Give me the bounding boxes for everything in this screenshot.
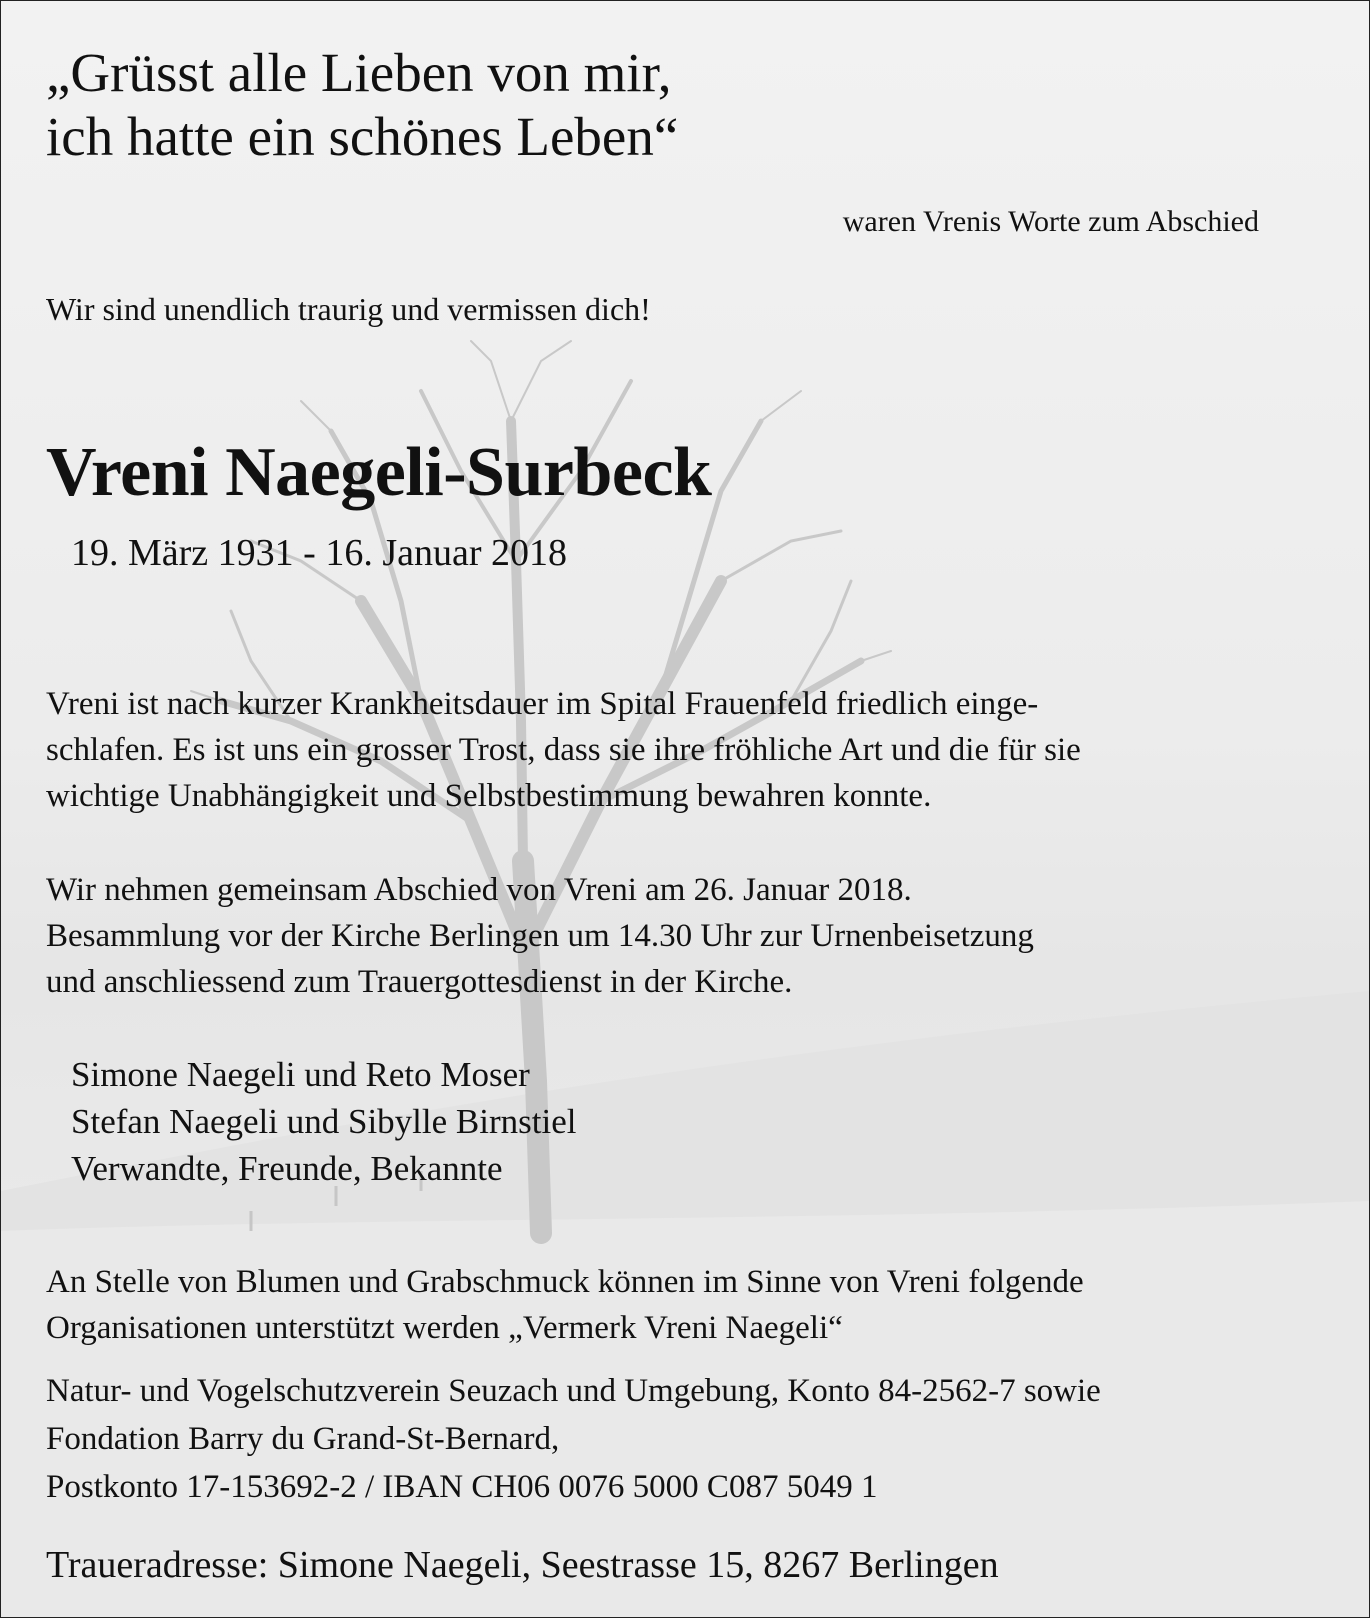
mourners-list — [71, 1051, 576, 1192]
service-paragraph — [46, 867, 1034, 1005]
quote-line-1: „Grüsst alle Lieben von mir, — [46, 42, 672, 103]
paragraph-line: Organisationen unterstützt werden „Vermerk Vreni Naegeli“ — [46, 1310, 843, 1346]
paragraph-line: Vreni ist nach kurzer Krankheitsdauer im Spital Frauenfeld friedlich einge- — [46, 686, 1039, 722]
mourning-line: Wir sind unendlich traurig und vermissen dich! — [46, 291, 651, 327]
mourner-entry: Simone Naegeli und Reto Moser — [71, 1055, 530, 1094]
donation-accounts — [46, 1367, 1101, 1511]
paragraph-line: Fondation Barry du Grand-St-Bernard, — [46, 1421, 560, 1457]
deceased-name: Vreni Naegeli-Surbeck — [46, 434, 712, 511]
donation-paragraph — [46, 1259, 1084, 1351]
paragraph-line: An Stelle von Blumen und Grabschmuck können im Sinne von Vreni folgende — [46, 1264, 1084, 1300]
mourning-address: Traueradresse: Simone Naegeli, Seestrasse 15, 8267 Berlingen — [46, 1544, 999, 1586]
life-dates: 19. März 1931 - 16. Januar 2018 — [71, 532, 568, 574]
quote-line-2: ich hatte ein schönes Leben“ — [46, 106, 679, 167]
mourner-entry: Stefan Naegeli und Sibylle Birnstiel — [71, 1102, 577, 1141]
paragraph-line: Besammlung vor der Kirche Berlingen um 14.30 Uhr zur Urnenbeisetzung — [46, 918, 1034, 954]
paragraph-line: Natur- und Vogelschutzverein Seuzach und Umgebung, Konto 84-2562-7 sowie — [46, 1373, 1101, 1409]
paragraph-line: und anschliessend zum Trauergottesdienst in der Kirche. — [46, 964, 793, 1000]
quote-attribution: waren Vrenis Worte zum Abschied — [842, 205, 1259, 238]
mourner-entry: Verwandte, Freunde, Bekannte — [71, 1149, 503, 1188]
farewell-quote — [46, 41, 678, 169]
paragraph-line: wichtige Unabhängigkeit und Selbstbestimmung bewahren konnte. — [46, 778, 932, 814]
paragraph-line: Postkonto 17-153692-2 / IBAN CH06 0076 5000 C087 5049 1 — [46, 1469, 878, 1505]
paragraph-line: Wir nehmen gemeinsam Abschied von Vreni am 26. Januar 2018. — [46, 872, 912, 908]
passing-paragraph — [46, 681, 1081, 819]
paragraph-line: schlafen. Es ist uns ein grosser Trost, dass sie ihre fröhliche Art und die für sie — [46, 732, 1081, 768]
